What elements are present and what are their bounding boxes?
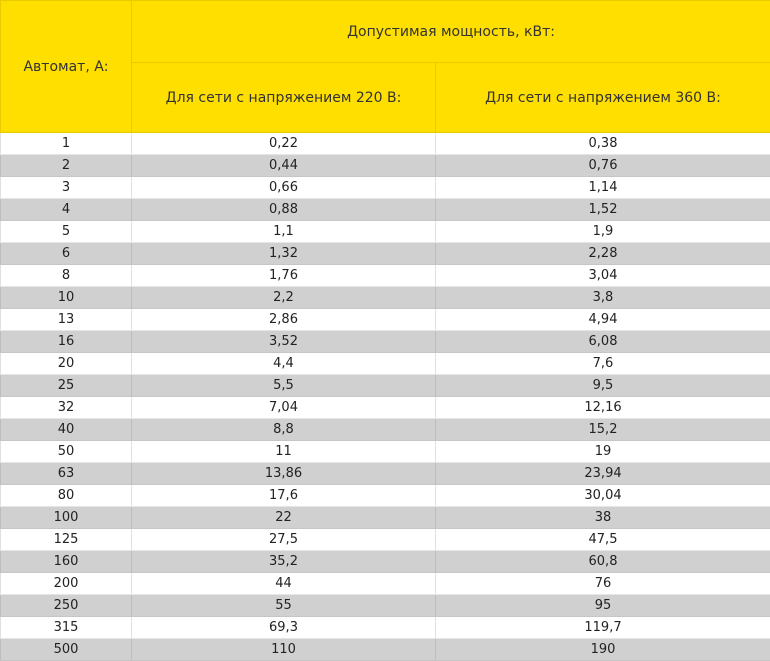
table-header	[1, 1, 770, 133]
table-row	[1, 617, 770, 639]
cell-breaker-amps: 80	[1, 485, 132, 507]
cell-power-220v: 22	[132, 507, 436, 529]
cell-breaker-amps: 8	[1, 265, 132, 287]
table-row	[1, 463, 770, 485]
cell-power-220v: 3,52	[132, 331, 436, 353]
cell-breaker-amps: 16	[1, 331, 132, 353]
header-360v: Для сети с напряжением 360 В:	[436, 63, 770, 133]
cell-power-220v: 1,1	[132, 221, 436, 243]
cell-power-220v: 2,2	[132, 287, 436, 309]
cell-power-220v: 8,8	[132, 419, 436, 441]
table-row	[1, 397, 770, 419]
cell-power-360v: 38	[436, 507, 770, 529]
table-row	[1, 309, 770, 331]
cell-power-220v: 44	[132, 573, 436, 595]
cell-power-220v: 1,76	[132, 265, 436, 287]
cell-power-360v: 3,04	[436, 265, 770, 287]
table-row	[1, 573, 770, 595]
table-row	[1, 221, 770, 243]
header-220v: Для сети с напряжением 220 В:	[132, 63, 436, 133]
cell-power-220v: 27,5	[132, 529, 436, 551]
cell-power-360v: 1,14	[436, 177, 770, 199]
table-row	[1, 551, 770, 573]
cell-power-220v: 17,6	[132, 485, 436, 507]
table-row	[1, 199, 770, 221]
cell-breaker-amps: 200	[1, 573, 132, 595]
cell-power-360v: 15,2	[436, 419, 770, 441]
table-row	[1, 287, 770, 309]
cell-power-220v: 69,3	[132, 617, 436, 639]
cell-power-360v: 1,52	[436, 199, 770, 221]
cell-power-220v: 13,86	[132, 463, 436, 485]
table-row	[1, 353, 770, 375]
header-automat: Автомат, А:	[1, 1, 132, 133]
cell-breaker-amps: 13	[1, 309, 132, 331]
cell-power-360v: 12,16	[436, 397, 770, 419]
table-row	[1, 331, 770, 353]
cell-breaker-amps: 50	[1, 441, 132, 463]
cell-power-220v: 5,5	[132, 375, 436, 397]
cell-power-360v: 7,6	[436, 353, 770, 375]
cell-breaker-amps: 1	[1, 133, 132, 155]
cell-breaker-amps: 63	[1, 463, 132, 485]
cell-breaker-amps: 125	[1, 529, 132, 551]
cell-breaker-amps: 100	[1, 507, 132, 529]
cell-power-220v: 110	[132, 639, 436, 661]
cell-breaker-amps: 2	[1, 155, 132, 177]
header-allowed-power: Допустимая мощность, кВт:	[132, 1, 770, 63]
cell-breaker-amps: 160	[1, 551, 132, 573]
cell-power-220v: 0,22	[132, 133, 436, 155]
cell-power-360v: 0,76	[436, 155, 770, 177]
table-row	[1, 133, 770, 155]
cell-breaker-amps: 3	[1, 177, 132, 199]
table-row	[1, 441, 770, 463]
cell-breaker-amps: 315	[1, 617, 132, 639]
table-row	[1, 177, 770, 199]
cell-breaker-amps: 25	[1, 375, 132, 397]
cell-power-360v: 76	[436, 573, 770, 595]
cell-power-360v: 3,8	[436, 287, 770, 309]
cell-power-360v: 2,28	[436, 243, 770, 265]
cell-power-220v: 4,4	[132, 353, 436, 375]
cell-power-360v: 95	[436, 595, 770, 617]
table-body	[1, 133, 770, 661]
table-row	[1, 507, 770, 529]
cell-power-360v: 0,38	[436, 133, 770, 155]
header-row-top	[1, 1, 770, 63]
table-row	[1, 529, 770, 551]
table-row	[1, 595, 770, 617]
cell-power-220v: 2,86	[132, 309, 436, 331]
cell-power-360v: 30,04	[436, 485, 770, 507]
cell-breaker-amps: 10	[1, 287, 132, 309]
cell-power-360v: 6,08	[436, 331, 770, 353]
cell-power-360v: 23,94	[436, 463, 770, 485]
cell-power-360v: 9,5	[436, 375, 770, 397]
cell-power-220v: 0,44	[132, 155, 436, 177]
cell-power-220v: 35,2	[132, 551, 436, 573]
table-row	[1, 419, 770, 441]
cell-power-360v: 1,9	[436, 221, 770, 243]
cell-power-360v: 4,94	[436, 309, 770, 331]
cell-breaker-amps: 6	[1, 243, 132, 265]
table-row	[1, 485, 770, 507]
cell-breaker-amps: 4	[1, 199, 132, 221]
cell-breaker-amps: 32	[1, 397, 132, 419]
cell-breaker-amps: 40	[1, 419, 132, 441]
cell-breaker-amps: 500	[1, 639, 132, 661]
cell-power-220v: 55	[132, 595, 436, 617]
cell-power-220v: 0,66	[132, 177, 436, 199]
cell-power-220v: 11	[132, 441, 436, 463]
table-row	[1, 265, 770, 287]
cell-power-360v: 19	[436, 441, 770, 463]
table-row	[1, 639, 770, 661]
cell-power-220v: 7,04	[132, 397, 436, 419]
cell-power-360v: 119,7	[436, 617, 770, 639]
cell-power-220v: 0,88	[132, 199, 436, 221]
table-row	[1, 155, 770, 177]
cell-breaker-amps: 20	[1, 353, 132, 375]
cell-power-360v: 190	[436, 639, 770, 661]
table-row	[1, 243, 770, 265]
cell-breaker-amps: 5	[1, 221, 132, 243]
table-row	[1, 375, 770, 397]
cell-power-220v: 1,32	[132, 243, 436, 265]
cell-breaker-amps: 250	[1, 595, 132, 617]
cell-power-360v: 60,8	[436, 551, 770, 573]
cell-power-360v: 47,5	[436, 529, 770, 551]
